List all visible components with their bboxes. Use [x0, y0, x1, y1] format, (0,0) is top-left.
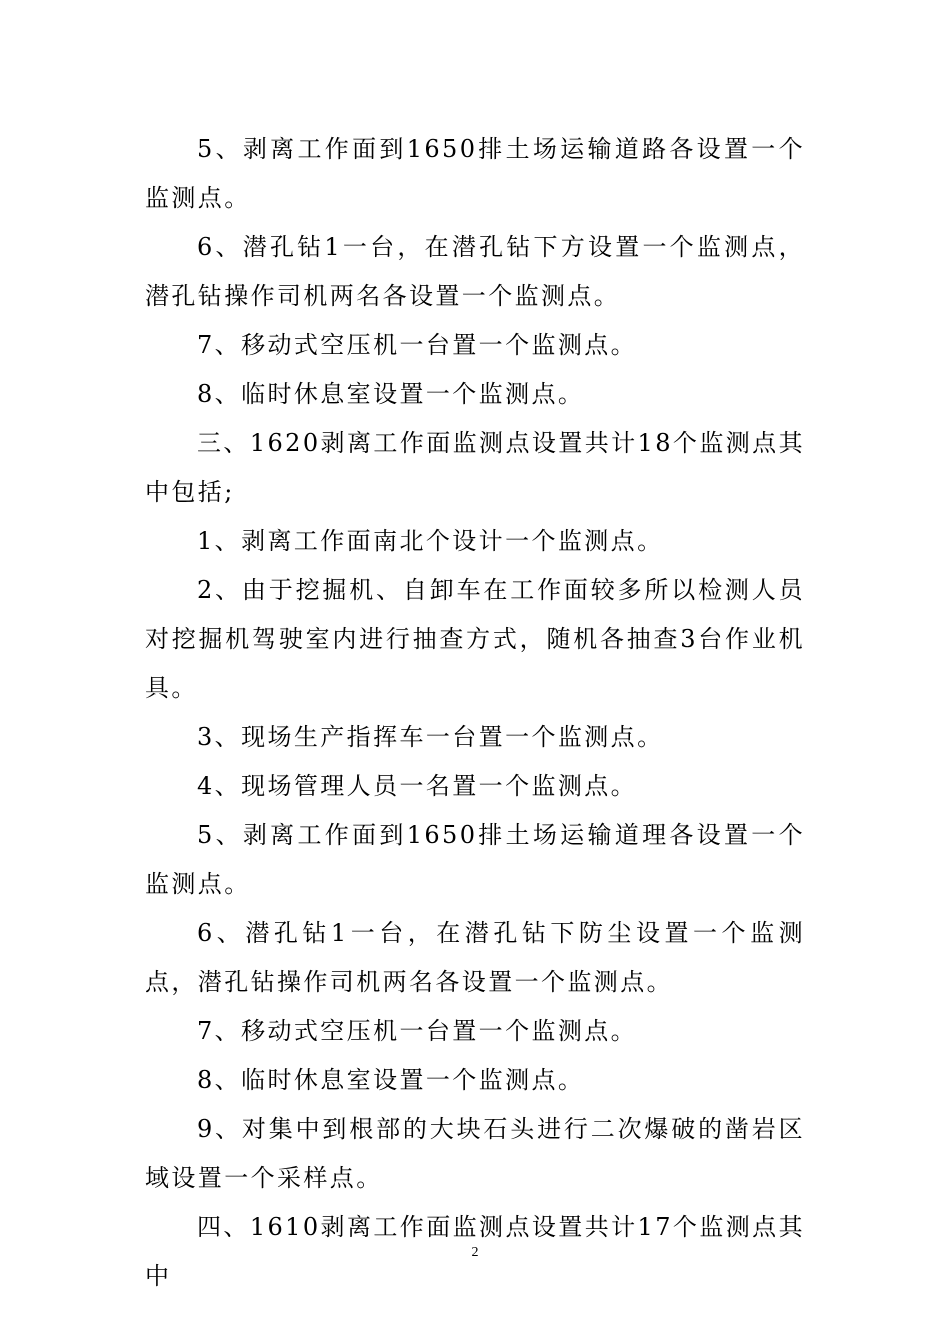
paragraph: 6、潜孔钻1一台，在潜孔钻下防尘设置一个监测点，潜孔钻操作司机两名各设置一个监测点。: [145, 919, 805, 996]
paragraph: 4、现场管理人员一名置一个监测点。: [197, 772, 638, 800]
section-heading: 四、1610剥离工作面监测点设置共计17个监测点其中: [145, 1213, 805, 1290]
page-number: 2: [471, 1245, 479, 1260]
paragraph: 5、剥离工作面到1650排土场运输道理各设置一个监测点。: [145, 821, 805, 898]
paragraph: 7、移动式空压机一台置一个监测点。: [197, 331, 638, 359]
paragraph: 9、对集中到根部的大块石头进行二次爆破的凿岩区域设置一个采样点。: [145, 1115, 805, 1192]
paragraph: 1、剥离工作面南北个设计一个监测点。: [197, 527, 664, 555]
paragraph: 3、现场生产指挥车一台置一个监测点。: [197, 723, 664, 751]
section-heading: 三、1620剥离工作面监测点设置共计18个监测点其中包括;: [145, 429, 805, 506]
paragraph: 5、剥离工作面到1650排土场运输道路各设置一个监测点。: [145, 135, 805, 212]
paragraph: 2、由于挖掘机、自卸车在工作面较多所以检测人员对挖掘机驾驶室内进行抽查方式，随机各抽查3台作业机具。: [145, 576, 805, 702]
paragraph: 8、临时休息室设置一个监测点。: [197, 380, 585, 408]
paragraph: 8、临时休息室设置一个监测点。: [197, 1066, 585, 1094]
paragraph: 7、移动式空压机一台置一个监测点。: [197, 1017, 638, 1045]
paragraph: 6、潜孔钻1一台，在潜孔钻下方设置一个监测点，潜孔钻操作司机两名各设置一个监测点。: [145, 233, 805, 310]
document-body: [145, 125, 805, 1301]
